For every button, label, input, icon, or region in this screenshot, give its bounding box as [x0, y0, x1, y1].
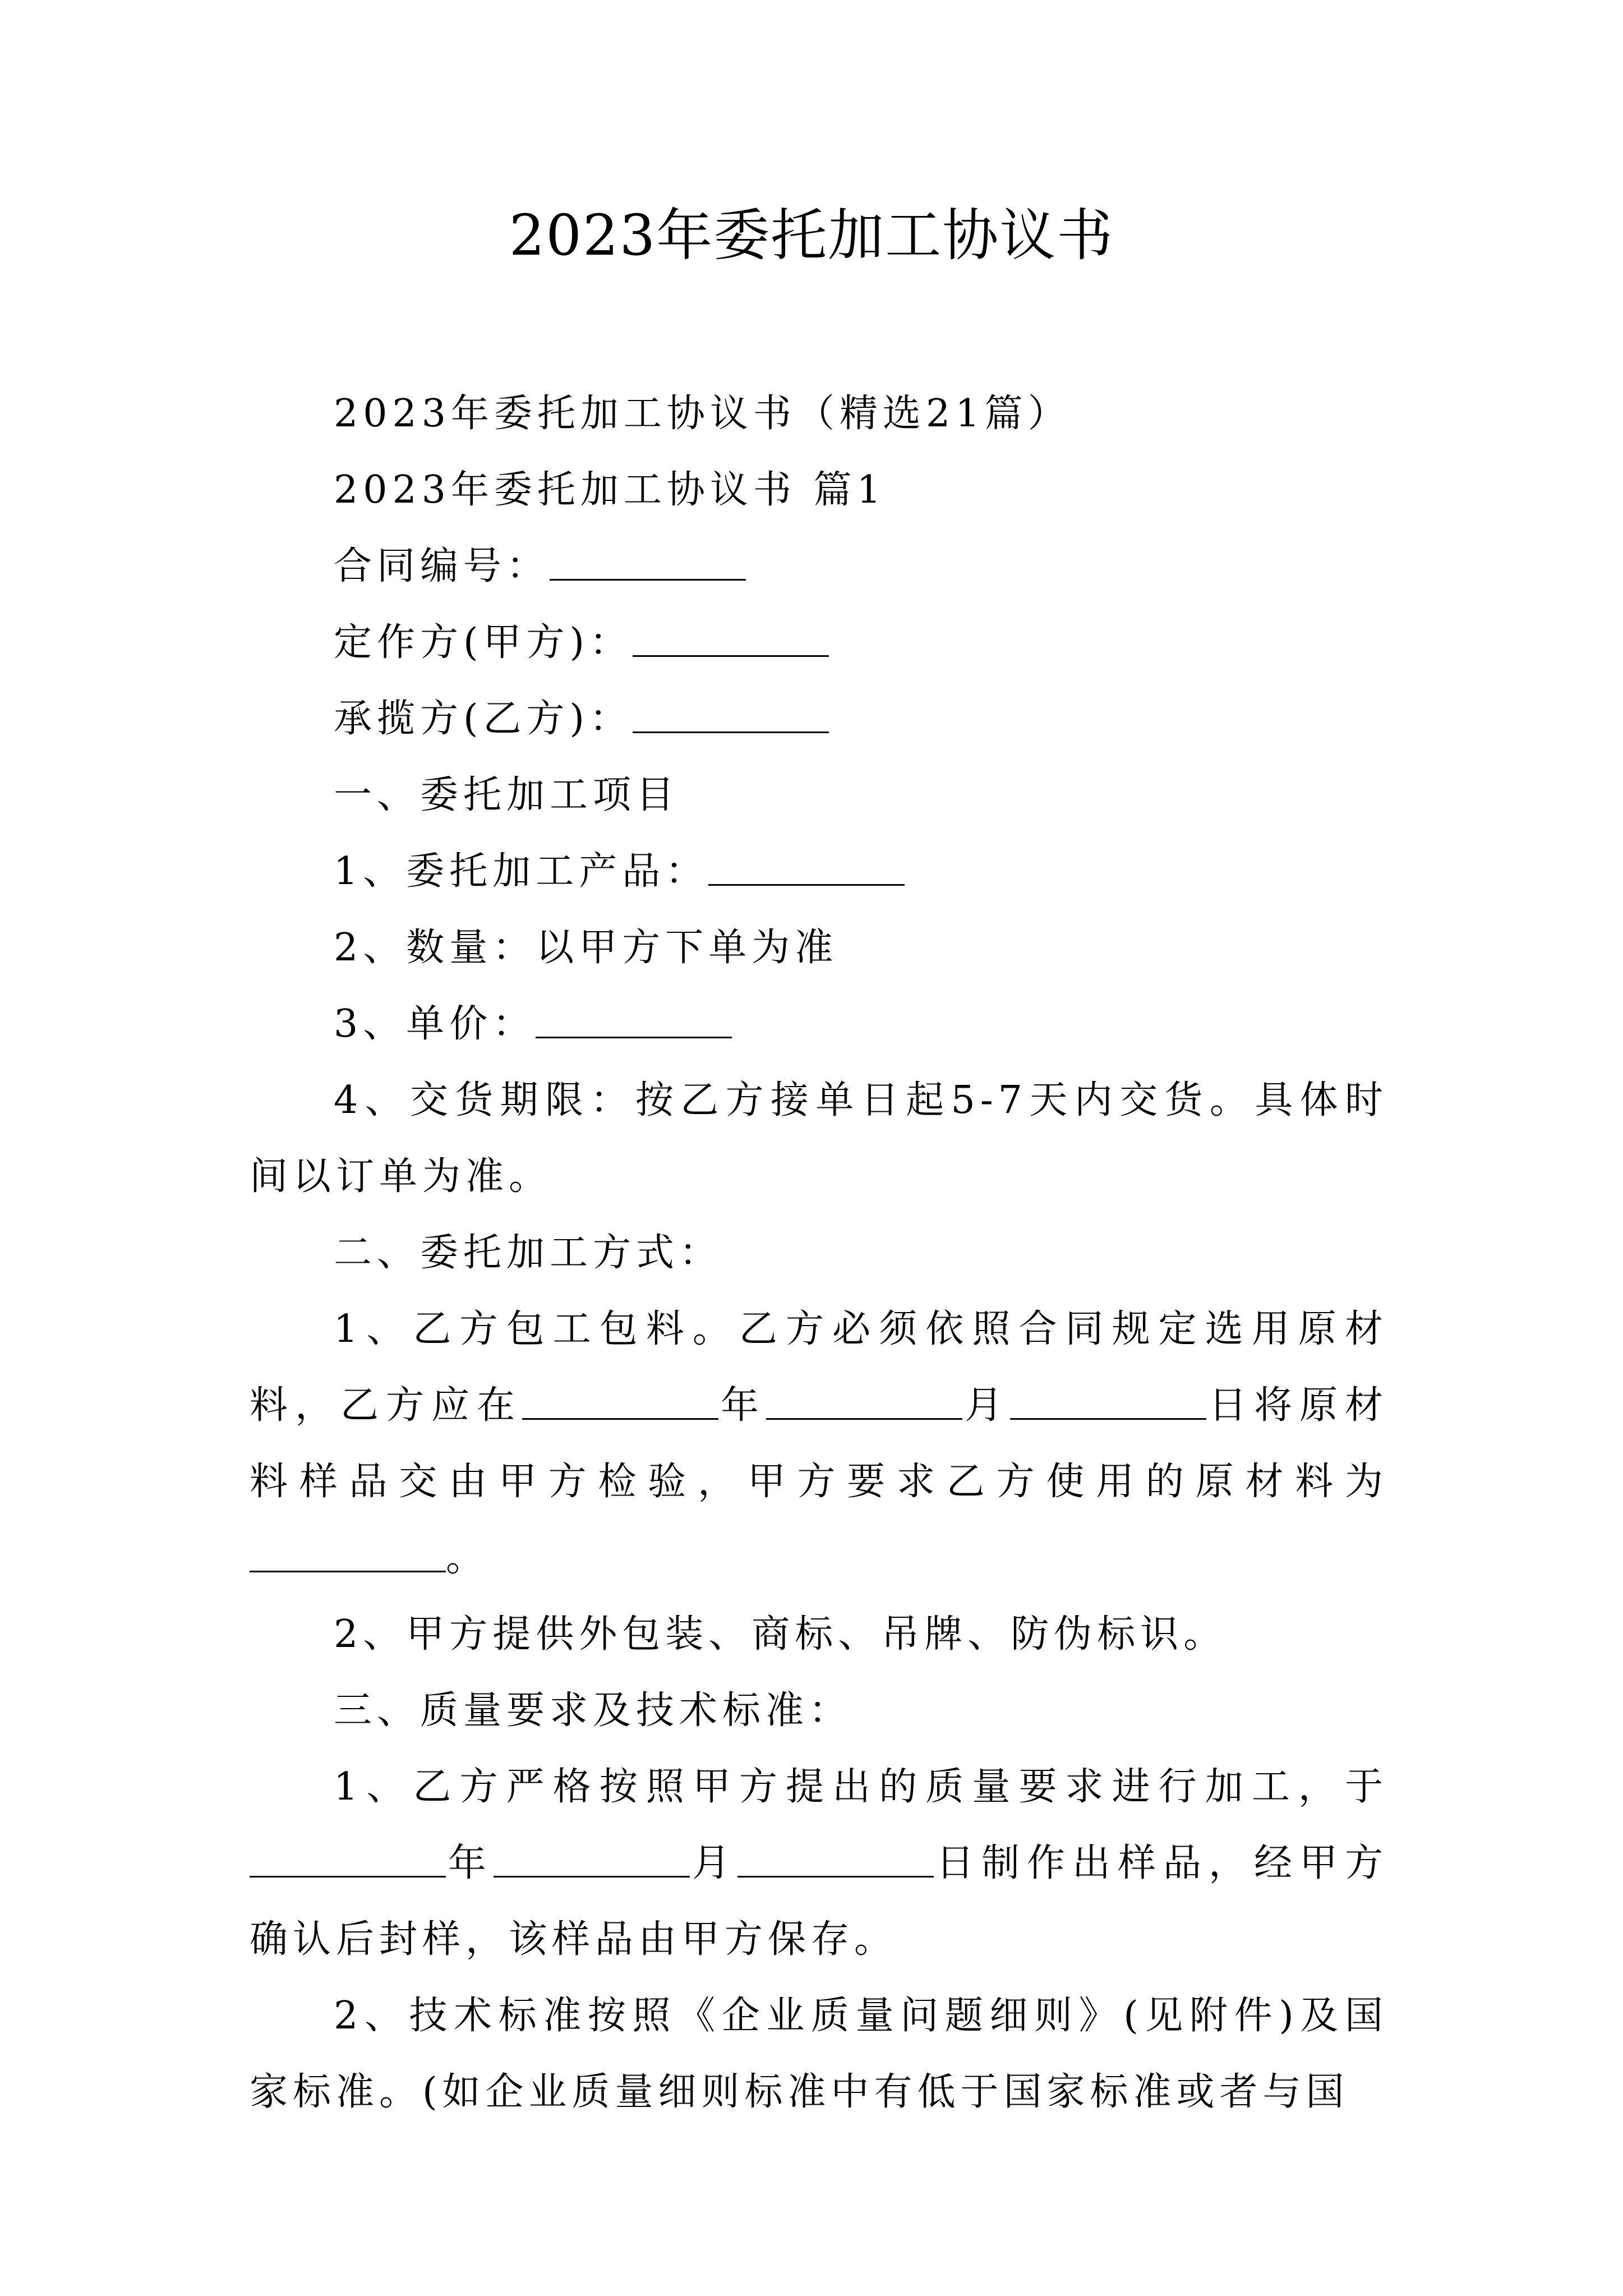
month-blank — [766, 1384, 962, 1420]
party-a-blank — [633, 621, 829, 657]
section-3-heading: 三、质量要求及技术标准： — [334, 1688, 852, 1733]
section-3-para-2: 2、技术标准按照《企业质量问题细则》(见附件)及国家标准。(如企业质量细则标准中有低于国家标准或者与国 — [250, 1994, 1388, 2114]
contract-number-blank — [550, 545, 746, 581]
subtitle: 2023年委托加工协议书（精选21篇） — [334, 392, 1071, 436]
party-a-line — [250, 605, 1388, 681]
day-blank — [1010, 1384, 1206, 1420]
sample-day-blank — [737, 1842, 934, 1878]
section-3-para-1 — [250, 1749, 1388, 1978]
material-blank — [250, 1536, 446, 1572]
item-3-label: 3、单价： — [334, 1002, 536, 1046]
section-2-para-1-text-b: 日将原材料样品交由甲方检验，甲方要求乙方使用的原材料为 — [250, 1383, 1388, 1504]
section-3-para-1-text-b: 日制作出样品，经甲方确认后封样，该样品由甲方保存。 — [250, 1841, 1388, 1962]
item-1-blank — [708, 850, 905, 886]
year-blank — [522, 1384, 718, 1420]
contract-number-label: 合同编号： — [334, 544, 550, 588]
item-3-line — [250, 986, 1388, 1062]
month-label: 月 — [962, 1383, 1010, 1428]
section-3-para-1-text-a: 1、乙方严格按照甲方提出的质量要求进行加工，于 — [334, 1765, 1388, 1809]
item-3-blank — [536, 1002, 732, 1038]
document-title: 2023年委托加工协议书 — [509, 203, 1114, 268]
item-4: 4、交货期限：按乙方接单日起5-7天内交货。具体时间以订单为准。 — [250, 1078, 1388, 1199]
sample-year-label: 年 — [446, 1841, 494, 1885]
party-b-label: 承揽方(乙方)： — [334, 697, 633, 741]
party-a-label: 定作方(甲方)： — [334, 620, 633, 665]
sample-year-blank — [250, 1842, 446, 1878]
item-2: 2、数量：以甲方下单为准 — [334, 926, 838, 970]
contract-number-line — [250, 528, 1388, 605]
section-2-para-1-text-a: 1、乙方包工包料。乙方必须依照合同规定选用原材料，乙方应在 — [250, 1307, 1388, 1428]
party-b-blank — [633, 697, 829, 733]
section-2-para-1-end: 。 — [446, 1536, 490, 1580]
section-2-para-2: 2、甲方提供外包装、商标、吊牌、防伪标识。 — [334, 1612, 1227, 1657]
party-b-line — [250, 681, 1388, 757]
sample-month-blank — [494, 1842, 690, 1878]
sample-month-label: 月 — [690, 1841, 737, 1885]
section-2-para-1 — [250, 1291, 1388, 1596]
item-1-line — [250, 834, 1388, 910]
year-label: 年 — [718, 1383, 766, 1428]
section-heading: 2023年委托加工协议书 篇1 — [334, 468, 886, 512]
item-1-label: 1、委托加工产品： — [334, 849, 709, 894]
section-1-heading: 一、委托加工项目 — [334, 773, 680, 817]
section-2-heading: 二、委托加工方式： — [334, 1231, 723, 1275]
document-body — [250, 376, 1388, 2131]
